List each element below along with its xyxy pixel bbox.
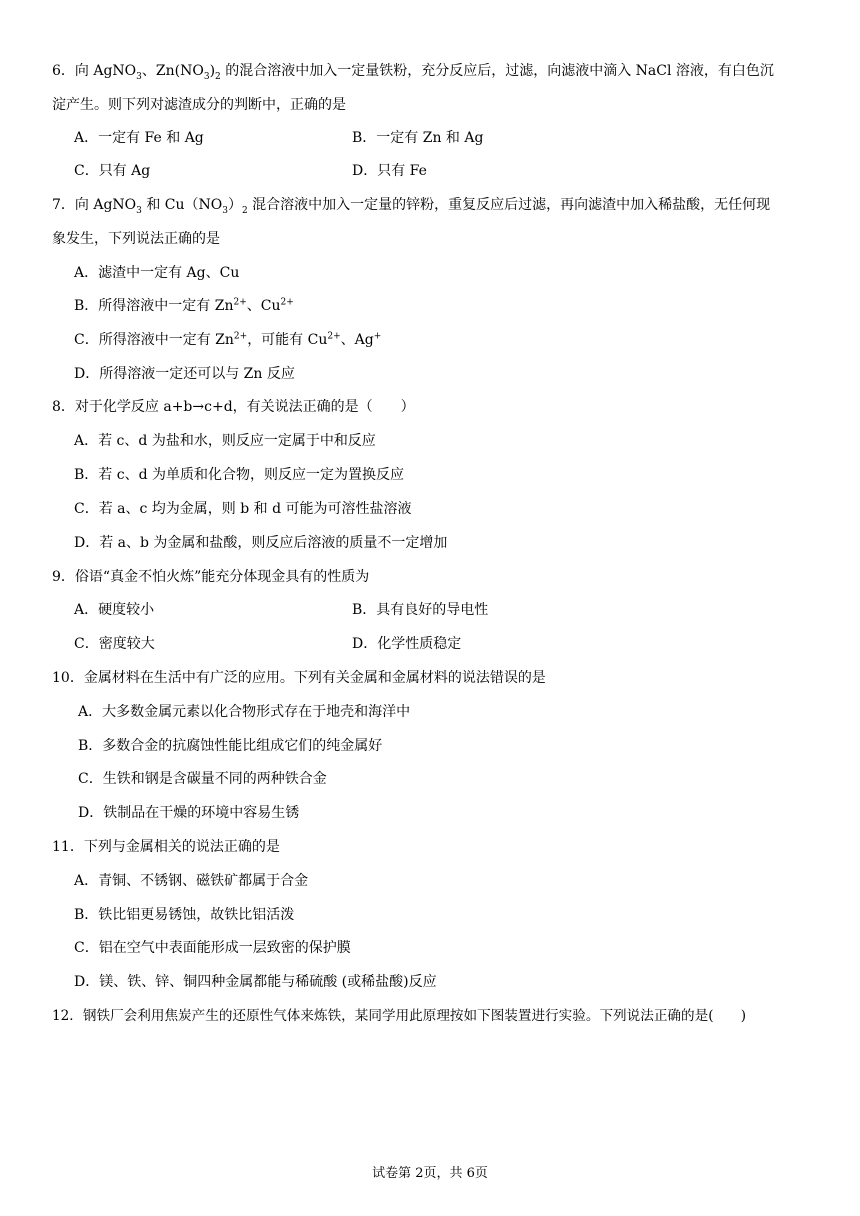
q12-stem: 12．钢铁厂会利用焦炭产生的还原性气体来炼铁，某同学用此原理按如下图装置进行实验。下列说法正确的是( ) (52, 1008, 746, 1024)
q7-text: 、Ag (340, 332, 374, 348)
q6-sub: 3 (136, 71, 142, 82)
q10-stem: 10．金属材料在生活中有广泛的应用。下列有关金属和金属材料的说法错误的是 (52, 670, 546, 686)
q7-stem-line1 (52, 196, 770, 214)
q7-option-a: A．滤渣中一定有 Ag、Cu (74, 265, 240, 281)
q7-text: 和 Cu（NO (141, 197, 223, 213)
q10-option-a: A．大多数金属元素以化合物形式存在于地壳和海洋中 (78, 704, 411, 720)
q6-stem-line1 (52, 62, 774, 80)
q6-option-c: C．只有 Ag (74, 163, 151, 179)
q7-option-c (74, 331, 381, 349)
q9-option-b: B．具有良好的导电性 (352, 602, 489, 618)
q10-option-b: B．多数合金的抗腐蚀性能比组成它们的纯金属好 (78, 738, 383, 754)
q10-option-c: C．生铁和钢是含碳量不同的两种铁合金 (78, 771, 327, 787)
q8-option-a: A．若 c、d 为盐和水，则反应一定属于中和反应 (74, 433, 376, 449)
q9-stem: 9．俗语“真金不怕火炼”能充分体现金具有的性质为 (52, 569, 370, 585)
q6-sub: 3 (203, 71, 210, 82)
q6-text: 6．向 AgNO (52, 63, 137, 79)
q7-sub: 3 (136, 205, 142, 216)
q8-option-b: B．若 c、d 为单质和化合物，则反应一定为置换反应 (74, 467, 404, 483)
q9-option-d: D．化学性质稳定 (352, 636, 462, 652)
q6-sub: 2 (215, 71, 221, 82)
q6-stem-line2: 淀产生。则下列对滤渣成分的判断中，正确的是 (52, 97, 346, 113)
q9-option-a: A．硬度较小 (74, 602, 155, 618)
q6-text: 、Zn(NO (141, 63, 204, 79)
q7-text: ） (228, 197, 242, 213)
q8-option-c: C．若 a、c 均为金属，则 b 和 d 可能为可溶性盐溶液 (74, 501, 412, 517)
q7-option-d: D．所得溶液一定还可以与 Zn 反应 (74, 366, 295, 382)
q7-option-b (74, 297, 294, 315)
q7-stem-line2: 象发生，下列说法正确的是 (52, 231, 220, 247)
q11-option-b: B．铁比铝更易锈蚀，故铁比铝活泼 (74, 907, 295, 923)
q11-option-d: D．镁、铁、锌、铜四种金属都能与稀硫酸 (或稀盐酸)反应 (74, 974, 437, 990)
q7-sup: 2+ (280, 297, 294, 308)
q7-sub: 2 (242, 205, 248, 216)
q7-sup: 2+ (233, 297, 247, 308)
q7-sup: 2+ (327, 331, 341, 342)
q8-stem: 8．对于化学反应 a+b→c+d，有关说法正确的是（ ） (52, 399, 415, 415)
q7-text: 混合溶液中加入一定量的锌粉，重复反应后过滤，再向滤渣中加入稀盐酸，无任何现 (247, 197, 771, 213)
q11-option-c: C．铝在空气中表面能形成一层致密的保护膜 (74, 940, 351, 956)
q9-option-c: C．密度较大 (74, 636, 155, 652)
q7-sup: 2+ (233, 331, 248, 342)
q6-option-b: B．一定有 Zn 和 Ag (352, 130, 484, 146)
q6-text: ) (209, 63, 216, 79)
q10-option-d: D．铁制品在干燥的环境中容易生锈 (78, 805, 300, 821)
q7-text: ，可能有 Cu (247, 332, 328, 348)
q7-text: C．所得溶液中一定有 Zn (74, 332, 234, 348)
q11-stem: 11．下列与金属相关的说法正确的是 (52, 839, 280, 855)
q7-text: 7．向 AgNO (52, 197, 137, 213)
q6-option-a: A．一定有 Fe 和 Ag (74, 130, 204, 146)
q6-option-d: D．只有 Fe (352, 163, 427, 179)
q11-option-a: A．青铜、不锈钢、磁铁矿都属于合金 (74, 873, 309, 889)
q7-sub: 3 (222, 205, 228, 216)
q7-sup: + (373, 331, 382, 342)
q7-text: 、Cu (246, 298, 281, 314)
q7-text: B．所得溶液中一定有 Zn (74, 298, 234, 314)
page-footer: 试卷第 2页，共 6页 (372, 1166, 488, 1181)
q6-text: 的混合溶液中加入一定量铁粉，充分反应后，过滤，向滤液中滴入 NaCl 溶液，有白色沉 (220, 63, 774, 79)
q8-option-d: D．若 a、b 为金属和盐酸，则反应后溶液的质量不一定增加 (74, 535, 448, 551)
